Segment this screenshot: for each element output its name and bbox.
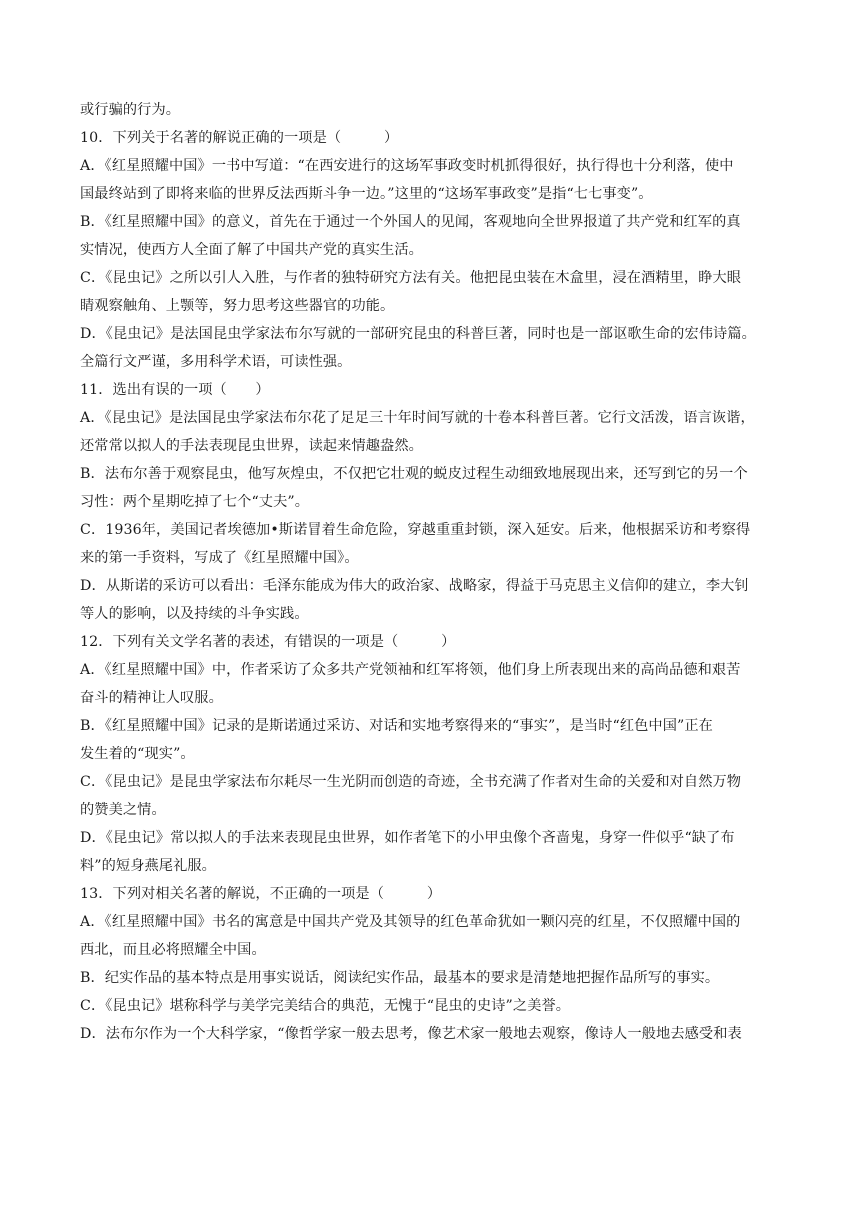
- question-13-option-a-line-1: A．《红星照耀中国》书名的寓意是中国共产党及其领导的红色革命犹如一颗闪亮的红星，不仅照耀中国的: [80, 914, 741, 930]
- question-10-option-b-line-2: 实情况，使西方人全面了解了中国共产党的真实生活。: [80, 242, 423, 258]
- question-11-option-b-line-1: B．法布尔善于观察昆虫，他写灰煌虫，不仅把它壮观的蜕皮过程生动细致地展现出来，还写到它的另一个: [80, 466, 748, 482]
- question-12-option-c-line-1: C．《昆虫记》是昆虫学家法布尔耗尽一生光阴而创造的奇迹，全书充满了作者对生命的关爱和对自然万物: [80, 774, 742, 790]
- question-12-option-a-line-1: A．《红星照耀中国》中，作者采访了众多共产党领袖和红军将领，他们身上所表现出来的高尚品德和艰苦: [80, 662, 741, 678]
- question-11-option-a-line-1: A．《昆虫记》是法国昆虫学家法布尔花了足足三十年时间写就的十卷本科普巨著。它行文活泼，语言诙谐，: [80, 410, 755, 426]
- question-10-option-a-line-1: A．《红星照耀中国》一书中写道：“在西安进行的这场军事政变时机抓得很好，执行得也十分利落，使中: [80, 158, 734, 174]
- question-11-option-a-line-2: 还常常以拟人的手法表现昆虫世界，读起来情趣盎然。: [80, 438, 423, 454]
- question-12-stem: 12．下列有关文学名著的表述，有错误的一项是（ ）: [80, 634, 456, 650]
- text-line: 或行骗的行为。: [80, 102, 181, 118]
- question-10-option-a-line-2: 国最终站到了即将来临的世界反法西斯斗争一边。”这里的“这场军事政变”是指“七七事变”。: [80, 186, 653, 202]
- question-10-option-d-line-1: D．《昆虫记》是法国昆虫学家法布尔写就的一部研究昆虫的科普巨著，同时也是一部讴歌生命的宏伟诗篇。: [80, 326, 756, 342]
- question-12-option-d-line-1: D．《昆虫记》常以拟人的手法来表现昆虫世界，如作者笔下的小甲虫像个吝啬鬼，身穿一件似乎“缺了布: [80, 830, 735, 846]
- question-10-stem: 10．下列关于名著的解说正确的一项是（ ）: [80, 130, 399, 146]
- question-13-option-a-line-2: 西北，而且必将照耀全中国。: [80, 942, 266, 958]
- question-11-option-d-line-2: 等人的影响，以及持续的斗争实践。: [80, 606, 309, 622]
- question-10-option-c-line-1: C．《昆虫记》之所以引人入胜，与作者的独特研究方法有关。他把昆虫装在木盒里，浸在酒精里，睁大眼: [80, 270, 742, 286]
- question-12-option-d-line-2: 料”的短身燕尾礼服。: [80, 858, 216, 874]
- question-12-option-a-line-2: 奋斗的精神让人叹服。: [80, 690, 223, 706]
- document-page: [80, 96, 786, 1048]
- question-12-option-c-line-2: 的赞美之情。: [80, 802, 166, 818]
- question-10-option-d-line-2: 全篇行文严谨，多用科学术语，可读性强。: [80, 354, 352, 370]
- question-12-option-b-line-2: 发生着的“现实”。: [80, 746, 195, 762]
- question-13-option-b: B．纪实作品的基本特点是用事实说话，阅读纪实作品，最基本的要求是清楚地把握作品所写的事实。: [80, 970, 720, 986]
- question-13-option-d-line-1: D．法布尔作为一个大科学家，“像哲学家一般去思考，像艺术家一般地去观察，像诗人一般地去感受和表: [80, 1026, 742, 1042]
- question-10-option-b-line-1: B．《红星照耀中国》的意义，首先在于通过一个外国人的见闻，客观地向全世界报道了共产党和红军的真: [80, 214, 741, 230]
- question-11-option-b-line-2: 习性：两个星期吃掉了七个“丈夫”。: [80, 494, 310, 510]
- question-11-option-d-line-1: D．从斯诺的采访可以看出：毛泽东能成为伟大的政治家、战略家，得益于马克思主义信仰的建立，李大钊: [80, 578, 749, 594]
- question-11-stem: 11．选出有误的一项（ ）: [80, 382, 270, 398]
- question-12-option-b-line-1: B．《红星照耀中国》记录的是斯诺通过采访、对话和实地考察得来的“事实”，是当时“红色中国”正在: [80, 718, 713, 734]
- question-11-option-c-line-1: C．1936年，美国记者埃德加•斯诺冒着生命危险，穿越重重封锁，深入延安。后来，他根据采访和考察得: [80, 522, 751, 538]
- question-11-option-c-line-2: 来的第一手资料，写成了《红星照耀中国》。: [80, 550, 359, 566]
- question-10-option-c-line-2: 睛观察触角、上颚等，努力思考这些器官的功能。: [80, 298, 395, 314]
- question-13-option-c: C．《昆虫记》堪称科学与美学完美结合的典范，无愧于“昆虫的史诗”之美誉。: [80, 998, 571, 1014]
- question-13-stem: 13．下列对相关名著的解说，不正确的一项是（ ）: [80, 886, 442, 902]
